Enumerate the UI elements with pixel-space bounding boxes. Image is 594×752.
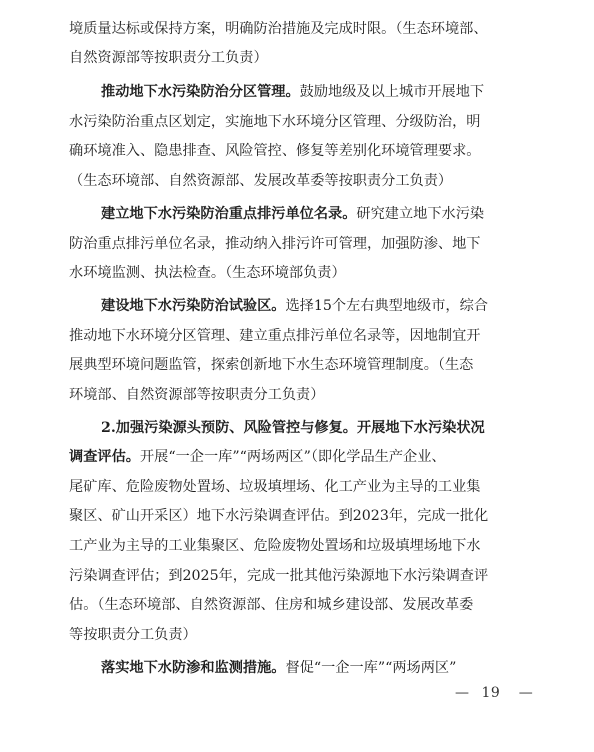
- body-text: （生态环境部、自然资源部、发展改革委等按职责分工负责）: [69, 173, 453, 189]
- text-line: [101, 77, 521, 107]
- text-line: [101, 653, 521, 683]
- text-line: [69, 531, 521, 561]
- body-text: 境质量达标或保持方案，明确防治措施及完成时限。（生态环境部、: [69, 21, 488, 37]
- text-line: [101, 199, 521, 229]
- bold-heading-text: 建设地下水污染防治试验区。: [101, 298, 286, 314]
- body-text: 确环境准入、隐患排查、风险管控、修复等差别化环境管理要求。: [69, 143, 481, 159]
- body-text: 水污染防治重点区划定，实施地下水环境分区管理、分级防治，明: [69, 114, 481, 130]
- body-text: 选择15个左右典型地级市，综合: [285, 298, 488, 314]
- bold-heading-text: 2.加强污染源头预防、风险管控与修复。开展地下水污染状况: [101, 420, 485, 436]
- body-text: 尾矿库、危险废物处置场、垃圾填埋场、化工产业为主导的工业集: [69, 479, 481, 495]
- page-number: 19: [481, 685, 501, 701]
- body-text: 研究建立地下水污染: [356, 206, 485, 222]
- text-line: [69, 442, 521, 472]
- text-line: [69, 501, 521, 531]
- body-text: 水环境监测、执法检查。（生态环境部负责）: [69, 265, 346, 281]
- page-footer: [455, 683, 533, 703]
- body-text: 自然资源部等按职责分工负责）: [69, 50, 268, 66]
- text-line: [69, 590, 521, 620]
- bold-heading-text: 推动地下水污染防治分区管理。: [101, 84, 300, 100]
- text-line: [69, 166, 521, 196]
- text-line: [101, 291, 521, 321]
- text-line: [101, 413, 521, 443]
- text-line: [69, 14, 521, 44]
- bold-heading-text: 建立地下水污染防治重点排污单位名录。: [101, 206, 357, 222]
- bold-heading-text: 调查评估。: [69, 449, 140, 465]
- body-text: 鼓励地级及以上城市开展地下: [299, 84, 485, 100]
- text-line: [69, 620, 521, 650]
- body-text: 推动地下水环境分区管理、建立重点排污单位名录等，因地制宜开: [69, 328, 481, 344]
- bold-heading-text: 落实地下水防渗和监测措施。: [101, 660, 286, 676]
- text-line: [69, 321, 521, 351]
- footer-dash-left: —: [455, 685, 469, 701]
- text-line: [69, 229, 521, 259]
- text-line: [69, 561, 521, 591]
- text-line: [69, 258, 521, 288]
- text-line: [69, 136, 521, 166]
- footer-dash-right: —: [518, 685, 533, 701]
- body-text: 展典型环境问题监管，探索创新地下水生态环境管理制度。（生态: [69, 357, 474, 373]
- text-line: [69, 43, 521, 73]
- body-text: 工产业为主导的工业集聚区、危险废物处置场和垃圾填埋场地下水: [69, 538, 481, 554]
- text-line: [69, 350, 521, 380]
- body-text: 督促“一企一库”“两场两区”: [285, 660, 457, 676]
- body-text: 开展“一企一库”“两场两区”（即化学品生产企业、: [139, 449, 446, 465]
- text-line: [69, 380, 521, 410]
- text-line: [69, 472, 521, 502]
- body-text: 防治重点排污单位名录，推动纳入排污许可管理，加强防渗、地下: [69, 236, 481, 252]
- body-text: 估。（生态环境部、自然资源部、住房和城乡建设部、发展改革委: [69, 597, 474, 613]
- body-text: 等按职责分工负责）: [69, 627, 197, 643]
- body-text: 污染调查评估；到2025年，完成一批其他污染源地下水污染调查评: [69, 568, 489, 584]
- body-text: 聚区、矿山开采区）地下水污染调查评估。到2023年，完成一批化: [69, 508, 489, 524]
- body-text: 环境部、自然资源部等按职责分工负责）: [69, 387, 325, 403]
- text-line: [69, 107, 521, 137]
